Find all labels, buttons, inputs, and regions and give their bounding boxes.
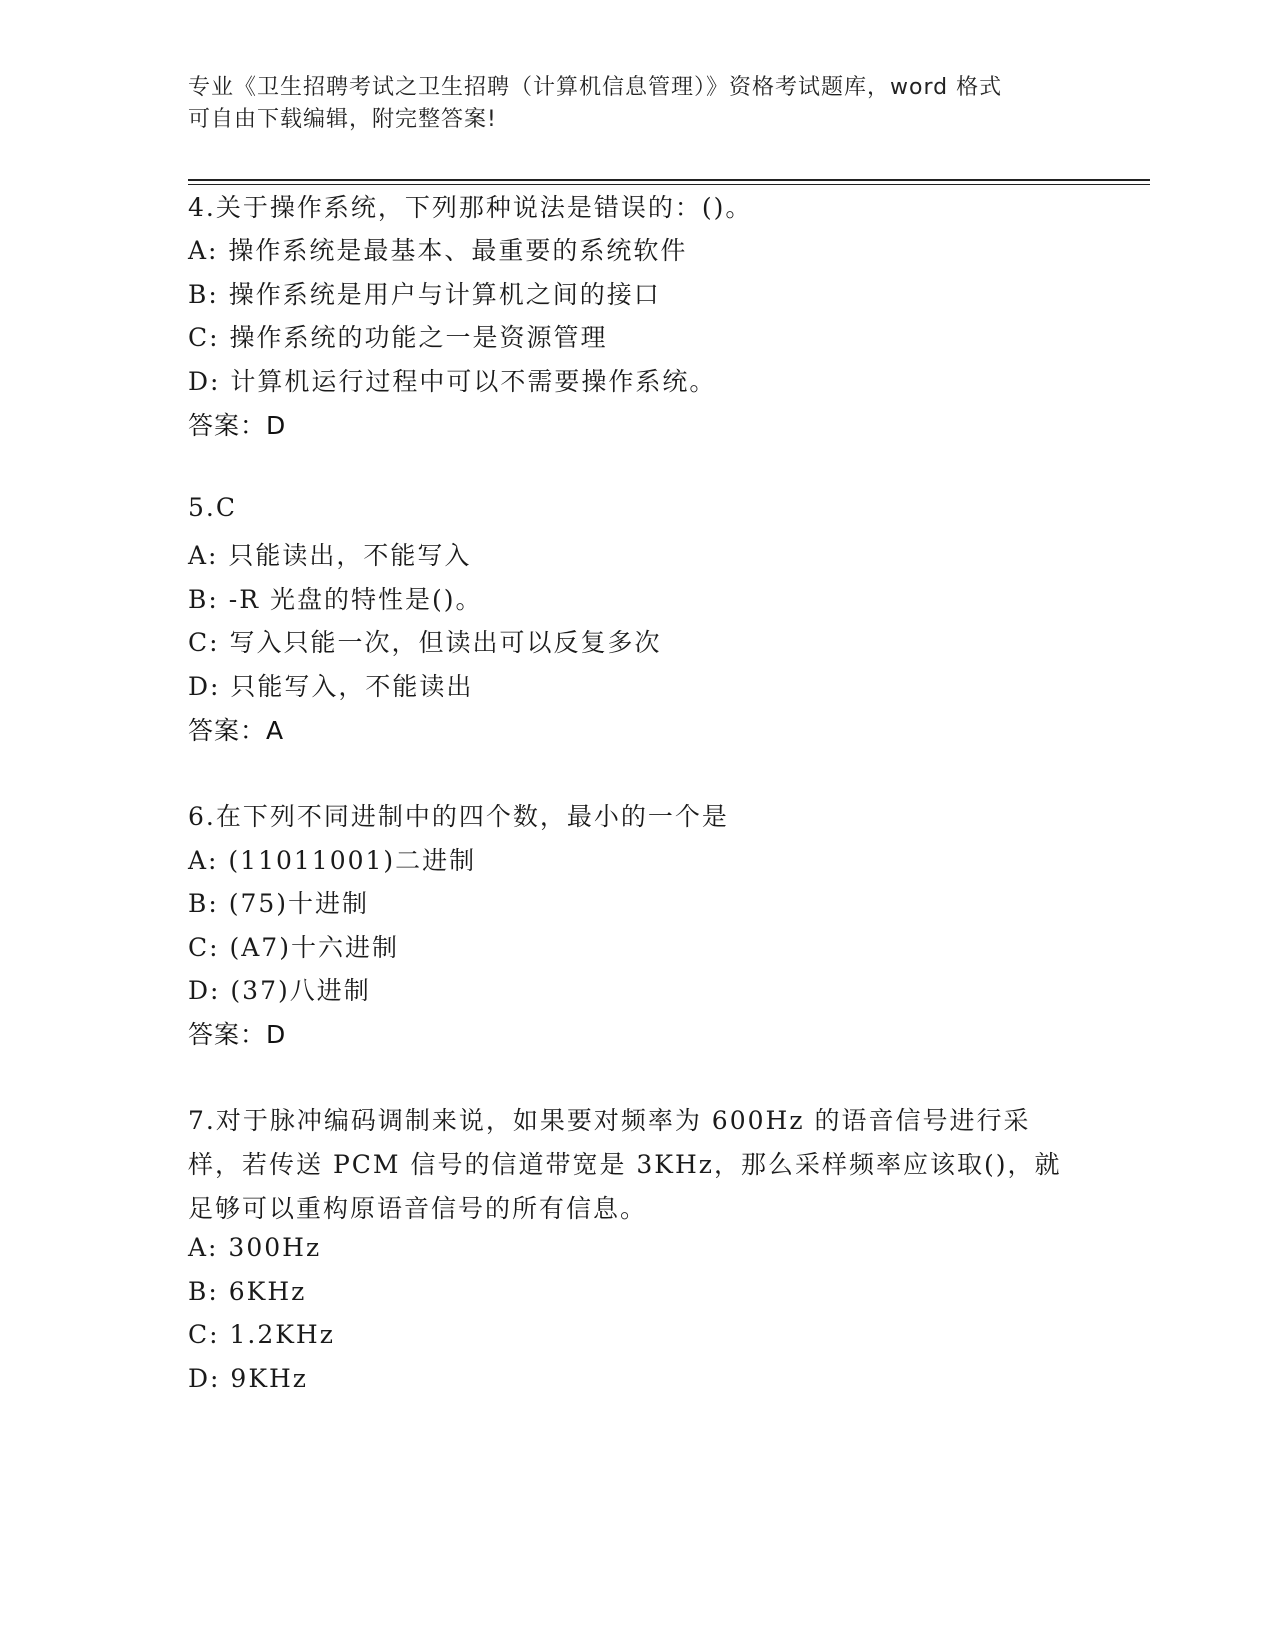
question-6-option-b: B: (75)十进制 bbox=[188, 889, 370, 918]
question-6-answer: 答案：D bbox=[188, 1020, 287, 1049]
header-divider-thick bbox=[188, 179, 1150, 181]
question-4-answer: 答案：D bbox=[188, 411, 287, 440]
question-7-stem-line-1: 7.对于脉冲编码调制来说，如果要对频率为 600Hz 的语音信号进行采 bbox=[188, 1106, 1031, 1135]
header-line-2: 可自由下载编辑，附完整答案! bbox=[188, 107, 497, 132]
question-4-option-a: A: 操作系统是最基本、最重要的系统软件 bbox=[188, 236, 688, 265]
question-4-option-b: B: 操作系统是用户与计算机之间的接口 bbox=[188, 280, 661, 309]
question-7-option-c: C: 1.2KHz bbox=[188, 1320, 335, 1349]
question-4-option-c: C: 操作系统的功能之一是资源管理 bbox=[188, 323, 608, 352]
header-line-1: 专业《卫生招聘考试之卫生招聘（计算机信息管理）》资格考试题库，word 格式 bbox=[188, 75, 1003, 100]
question-4-stem: 4.关于操作系统，下列那种说法是错误的：()。 bbox=[188, 193, 753, 222]
header-divider-thin bbox=[188, 184, 1150, 185]
question-6-option-a: A: (11011001)二进制 bbox=[188, 846, 477, 875]
question-6-stem: 6.在下列不同进制中的四个数，最小的一个是 bbox=[188, 802, 729, 831]
question-5-option-b: B: -R 光盘的特性是()。 bbox=[188, 585, 483, 614]
question-4-option-d: D: 计算机运行过程中可以不需要操作系统。 bbox=[188, 367, 717, 396]
question-5-option-a: A: 只能读出，不能写入 bbox=[188, 541, 472, 570]
question-7-stem-line-3: 足够可以重构原语音信号的所有信息。 bbox=[188, 1194, 648, 1223]
question-5-answer: 答案：A bbox=[188, 716, 285, 745]
question-6-option-d: D: (37)八进制 bbox=[188, 976, 371, 1005]
question-7-option-a: A: 300Hz bbox=[188, 1233, 322, 1262]
document-header bbox=[188, 72, 1068, 136]
question-6-option-c: C: (A7)十六进制 bbox=[188, 933, 399, 962]
question-5-option-d: D: 只能写入，不能读出 bbox=[188, 672, 474, 701]
question-5-stem: 5.C bbox=[188, 493, 237, 522]
question-7-option-d: D: 9KHz bbox=[188, 1364, 308, 1393]
question-5-option-c: C: 写入只能一次，但读出可以反复多次 bbox=[188, 628, 662, 657]
question-7-option-b: B: 6KHz bbox=[188, 1277, 307, 1306]
question-7-stem-line-2: 样，若传送 PCM 信号的信道带宽是 3KHz，那么采样频率应该取()，就 bbox=[188, 1150, 1062, 1179]
